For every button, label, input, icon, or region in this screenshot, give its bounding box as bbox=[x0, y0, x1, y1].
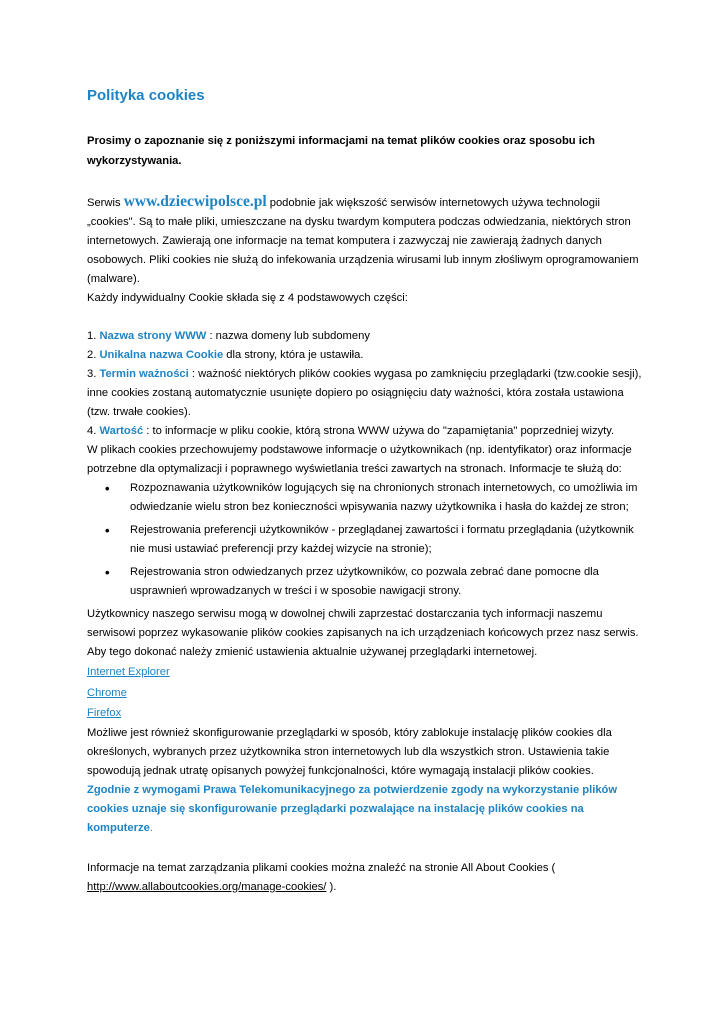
list-item-text: Rejestrowania preferencji użytkowników - przeglądanej zawartości i formatu przeglądania (użytkownik nie musi ustawiać preferencji przy każdej wizycie na stronie); bbox=[130, 524, 634, 555]
part-desc: : nazwa domeny lub subdomeny bbox=[206, 330, 370, 342]
cookies-description-paragraph bbox=[87, 192, 647, 289]
stored-info-paragraph: W plikach cookies przechowujemy podstawowe informacje o użytkownikach (np. identyfikator) oraz informacje potrzebne dla optymalizacji i poprawnego wyświetlania treści zawartych na stronach. Informacje te służą do: bbox=[87, 444, 632, 475]
list-item bbox=[87, 479, 647, 517]
more-info-suffix: ). bbox=[326, 880, 337, 893]
part-term: Wartość bbox=[99, 425, 144, 437]
opt-out-paragraph: Użytkownicy naszego serwisu mogą w dowolnej chwili zaprzestać dostarczania tych informacji naszemu serwisowi poprzez wykasowanie plików cookies zapisanych na ich urządzeniach końcowych przez nasz serwis. Aby tego dokonać należy zmienić ustawienia aktualnie używanej przeglądarki internetowej. bbox=[87, 608, 639, 658]
consent-notice bbox=[87, 781, 647, 838]
list-item-text: Rozpoznawania użytkowników logujących się na chronionych stronach internetowych, co umożliwia im odwiedzanie wielu stron bez konieczności wpisywania nazwy użytkownika i hasła do każdej ze stron; bbox=[130, 482, 638, 513]
list-item bbox=[87, 563, 647, 601]
list-item-text: Rejestrowania stron odwiedzanych przez użytkowników, co pozwala zebrać dane pomocne dla usprawnień wprowadzanych w treści i w sposobie nawigacji strony. bbox=[130, 566, 599, 597]
part-term: Termin ważności bbox=[99, 368, 189, 380]
cookie-part-1 bbox=[87, 327, 647, 346]
list-item bbox=[87, 521, 647, 559]
usage-list bbox=[87, 479, 647, 601]
browser-config-paragraph: Możliwe jest również skonfigurowanie przeglądarki w sposób, który zablokuje instalację plików cookies dla określonych, wybranych przez użytkownika stron internetowych lub dla wszystkich stron. Ustawienia takie spowodują jednak utratę opisanych powyżej funkcjonalności, które wymagają instalacji plików cookies. bbox=[87, 726, 612, 777]
bullet-icon: • bbox=[105, 523, 110, 538]
cookie-part-3 bbox=[87, 365, 647, 422]
spacer bbox=[87, 308, 647, 327]
part-number: 2. bbox=[87, 349, 100, 361]
more-info-text: Informacje na temat zarządzania plikami cookies można znaleźć na stronie All About Cookies ( bbox=[87, 861, 556, 874]
document-content bbox=[87, 84, 647, 897]
part-number: 1. bbox=[87, 330, 100, 342]
site-name: www.dziecwipolsce.pl bbox=[123, 193, 267, 210]
part-term: Unikalna nazwa Cookie bbox=[99, 349, 224, 361]
spacer bbox=[87, 838, 647, 859]
cookie-parts-heading: Każdy indywidualny Cookie składa się z 4 podstawowych części: bbox=[87, 292, 408, 304]
allaboutcookies-link[interactable]: http://www.allaboutcookies.org/manage-cookies/ bbox=[87, 880, 327, 893]
intro-paragraph: Prosimy o zapoznanie się z poniższymi informacjami na temat plików cookies oraz sposobu ich wykorzystywania. bbox=[87, 135, 595, 167]
spacer bbox=[87, 171, 647, 192]
bullet-icon: • bbox=[105, 481, 110, 496]
firefox-link[interactable]: Firefox bbox=[87, 707, 122, 719]
part-desc: dla strony, która je ustawiła. bbox=[223, 349, 364, 361]
part-number: 4. bbox=[87, 425, 100, 437]
part-term: Nazwa strony WWW bbox=[99, 330, 207, 342]
cookie-part-4 bbox=[87, 422, 647, 441]
internet-explorer-link[interactable]: Internet Explorer bbox=[87, 666, 170, 678]
cookies-description-text: podobnie jak większość serwisów internetowych używa technologii „cookies". Są to małe pliki, umieszczane na dysku twardym komputera podczas odwiedzania, niektórych stron internetowych. Zawierają one informacje na temat komputera i zazwyczaj nie zawierają żadnych danych osobowych. Pliki cookies nie służą do infekowania urządzenia wirusami lub innym złośliwym oprogramowaniem (malware). bbox=[87, 197, 639, 285]
page-title: Polityka cookies bbox=[87, 87, 205, 104]
bullet-icon: • bbox=[105, 565, 110, 580]
chrome-link[interactable]: Chrome bbox=[87, 686, 127, 699]
site-prefix: Serwis bbox=[87, 197, 124, 209]
consent-notice-end: . bbox=[149, 821, 153, 834]
part-desc: : ważność niektórych plików cookies wygasa po zamknięciu przeglądarki (tzw.cookie sesji), inne cookies zostaną automatycznie usunięte dopiero po osiągnięciu daty ważności, która została ustawiona (tzw. trwałe cookies). bbox=[87, 368, 642, 418]
consent-notice-text: Zgodnie z wymogami Prawa Telekomunikacyjnego za potwierdzenie zgody na wykorzystanie plików cookies uznaje się skonfigurowanie przeglądarki pozwalające na instalację plików cookies na komputerze bbox=[87, 783, 618, 834]
cookie-part-2 bbox=[87, 346, 647, 365]
part-number: 3. bbox=[87, 368, 100, 380]
more-info-paragraph bbox=[87, 859, 647, 897]
part-desc: : to informacje w pliku cookie, którą strona WWW używa do "zapamiętania" poprzedniej wizyty. bbox=[143, 425, 615, 437]
